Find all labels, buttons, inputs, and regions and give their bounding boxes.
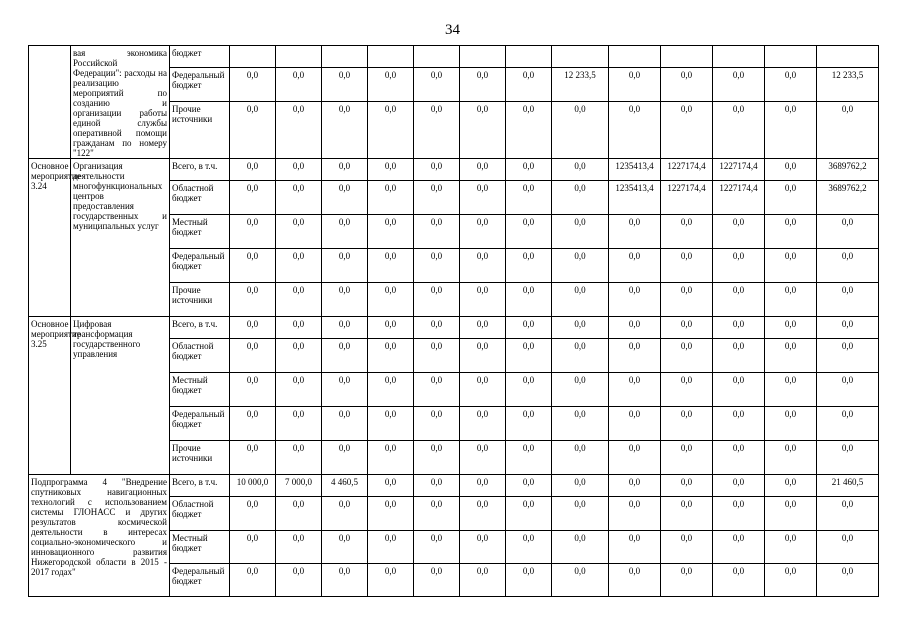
amount-cell: 0,0 <box>460 564 506 597</box>
amount-cell: 0,0 <box>765 497 817 531</box>
amount-cell: 0,0 <box>414 373 460 407</box>
amount-cell: 0,0 <box>817 102 879 159</box>
amount-cell: 1235413,4 <box>609 159 661 181</box>
amount-cell: 0,0 <box>322 181 368 215</box>
budget-table-body <box>29 46 879 597</box>
amount-cell: 0,0 <box>713 531 765 564</box>
measure-code: Основное мероприятие 3.25 <box>29 317 71 475</box>
amount-cell <box>765 46 817 68</box>
amount-cell: 0,0 <box>817 407 879 441</box>
amount-cell: 0,0 <box>817 497 879 531</box>
amount-cell: 0,0 <box>368 497 414 531</box>
amount-cell: 0,0 <box>414 441 460 475</box>
amount-cell: 0,0 <box>414 283 460 317</box>
amount-cell: 0,0 <box>552 373 609 407</box>
amount-cell: 0,0 <box>609 531 661 564</box>
funding-source: Федеральный бюджет <box>170 249 230 283</box>
amount-cell: 10 000,0 <box>230 475 276 497</box>
amount-cell: 0,0 <box>609 339 661 373</box>
amount-cell: 0,0 <box>552 564 609 597</box>
amount-cell: 0,0 <box>230 181 276 215</box>
amount-cell: 0,0 <box>661 67 713 102</box>
amount-cell: 0,0 <box>460 497 506 531</box>
subprogram-title: Подпрограмма 4 "Внедрение спутниковых навигационных технологий с использованием системы ГЛОНАСС и других результатов космической деятельности в интересах социально-экономического и инновационного развития Нижегородской области в 2015 - 2017 годах" <box>29 475 170 597</box>
amount-cell: 1227174,4 <box>713 181 765 215</box>
funding-source: Федеральный бюджет <box>170 407 230 441</box>
amount-cell: 0,0 <box>414 102 460 159</box>
amount-cell: 0,0 <box>661 531 713 564</box>
amount-cell: 0,0 <box>368 339 414 373</box>
measure-description: Цифровая трансформация государственного управления <box>71 317 170 475</box>
amount-cell: 0,0 <box>552 441 609 475</box>
amount-cell: 0,0 <box>230 531 276 564</box>
amount-cell: 0,0 <box>230 441 276 475</box>
amount-cell: 0,0 <box>609 497 661 531</box>
amount-cell: 0,0 <box>414 475 460 497</box>
amount-cell: 0,0 <box>817 339 879 373</box>
amount-cell: 0,0 <box>609 67 661 102</box>
amount-cell: 0,0 <box>276 317 322 339</box>
amount-cell: 0,0 <box>506 373 552 407</box>
amount-cell: 0,0 <box>506 531 552 564</box>
amount-cell: 0,0 <box>506 441 552 475</box>
amount-cell: 0,0 <box>368 564 414 597</box>
amount-cell: 0,0 <box>414 564 460 597</box>
amount-cell: 0,0 <box>276 159 322 181</box>
amount-cell: 0,0 <box>506 102 552 159</box>
amount-cell: 0,0 <box>368 441 414 475</box>
amount-cell: 0,0 <box>414 339 460 373</box>
amount-cell <box>506 46 552 68</box>
amount-cell: 0,0 <box>713 564 765 597</box>
amount-cell: 12 233,5 <box>817 67 879 102</box>
amount-cell: 0,0 <box>609 373 661 407</box>
amount-cell: 0,0 <box>230 317 276 339</box>
funding-source: бюджет <box>170 46 230 68</box>
amount-cell <box>276 46 322 68</box>
amount-cell: 0,0 <box>713 407 765 441</box>
amount-cell: 0,0 <box>230 159 276 181</box>
amount-cell: 0,0 <box>460 317 506 339</box>
budget-table <box>28 45 879 597</box>
funding-source: Федеральный бюджет <box>170 67 230 102</box>
amount-cell: 0,0 <box>765 339 817 373</box>
amount-cell: 0,0 <box>322 67 368 102</box>
amount-cell: 0,0 <box>552 475 609 497</box>
amount-cell: 0,0 <box>276 564 322 597</box>
amount-cell: 0,0 <box>661 373 713 407</box>
amount-cell: 0,0 <box>506 339 552 373</box>
page-number: 34 <box>445 22 460 38</box>
amount-cell <box>552 46 609 68</box>
amount-cell: 0,0 <box>322 159 368 181</box>
amount-cell: 0,0 <box>368 67 414 102</box>
amount-cell: 0,0 <box>506 283 552 317</box>
amount-cell: 0,0 <box>552 339 609 373</box>
amount-cell: 0,0 <box>713 283 765 317</box>
amount-cell: 1235413,4 <box>609 181 661 215</box>
amount-cell: 0,0 <box>661 475 713 497</box>
amount-cell: 0,0 <box>230 407 276 441</box>
amount-cell: 0,0 <box>230 339 276 373</box>
amount-cell: 0,0 <box>276 407 322 441</box>
amount-cell: 0,0 <box>765 102 817 159</box>
amount-cell: 0,0 <box>460 102 506 159</box>
amount-cell: 0,0 <box>713 339 765 373</box>
amount-cell: 0,0 <box>460 67 506 102</box>
measure-description: вая экономика Российской Федерации": расходы на реализацию мероприятий по созданию и организации работы единой службы оперативной помощи гражданам по номеру "122" <box>71 46 170 159</box>
amount-cell: 0,0 <box>368 475 414 497</box>
amount-cell: 0,0 <box>276 249 322 283</box>
amount-cell: 0,0 <box>414 67 460 102</box>
amount-cell: 0,0 <box>713 215 765 249</box>
amount-cell: 0,0 <box>817 564 879 597</box>
amount-cell: 0,0 <box>460 159 506 181</box>
amount-cell: 0,0 <box>713 249 765 283</box>
amount-cell <box>460 46 506 68</box>
measure-code <box>29 46 71 159</box>
funding-source: Местный бюджет <box>170 373 230 407</box>
amount-cell: 0,0 <box>460 181 506 215</box>
amount-cell: 0,0 <box>460 215 506 249</box>
funding-source: Федеральный бюджет <box>170 564 230 597</box>
amount-cell: 21 460,5 <box>817 475 879 497</box>
amount-cell: 0,0 <box>552 159 609 181</box>
amount-cell: 0,0 <box>230 215 276 249</box>
amount-cell: 0,0 <box>609 441 661 475</box>
amount-cell: 0,0 <box>460 531 506 564</box>
amount-cell: 0,0 <box>713 102 765 159</box>
amount-cell: 0,0 <box>276 102 322 159</box>
amount-cell: 0,0 <box>276 441 322 475</box>
amount-cell: 0,0 <box>230 249 276 283</box>
amount-cell: 0,0 <box>460 407 506 441</box>
amount-cell: 0,0 <box>661 283 713 317</box>
amount-cell: 0,0 <box>506 317 552 339</box>
amount-cell: 0,0 <box>765 373 817 407</box>
amount-cell: 0,0 <box>765 564 817 597</box>
amount-cell: 0,0 <box>817 373 879 407</box>
amount-cell: 0,0 <box>609 564 661 597</box>
amount-cell: 0,0 <box>276 531 322 564</box>
amount-cell <box>368 46 414 68</box>
amount-cell: 0,0 <box>368 159 414 181</box>
funding-source: Областной бюджет <box>170 339 230 373</box>
amount-cell: 0,0 <box>552 215 609 249</box>
amount-cell: 0,0 <box>368 215 414 249</box>
amount-cell: 0,0 <box>276 497 322 531</box>
amount-cell: 0,0 <box>322 497 368 531</box>
amount-cell: 3689762,2 <box>817 159 879 181</box>
amount-cell <box>817 46 879 68</box>
amount-cell: 0,0 <box>230 67 276 102</box>
amount-cell: 0,0 <box>765 159 817 181</box>
funding-source: Всего, в т.ч. <box>170 159 230 181</box>
amount-cell <box>230 46 276 68</box>
amount-cell <box>322 46 368 68</box>
amount-cell: 0,0 <box>506 181 552 215</box>
amount-cell: 0,0 <box>322 441 368 475</box>
amount-cell: 0,0 <box>765 475 817 497</box>
funding-source: Всего, в т.ч. <box>170 475 230 497</box>
amount-cell: 0,0 <box>817 441 879 475</box>
amount-cell: 0,0 <box>368 531 414 564</box>
funding-source: Областной бюджет <box>170 181 230 215</box>
amount-cell: 0,0 <box>506 564 552 597</box>
amount-cell <box>609 46 661 68</box>
amount-cell: 0,0 <box>817 215 879 249</box>
amount-cell: 0,0 <box>276 339 322 373</box>
amount-cell: 0,0 <box>661 407 713 441</box>
amount-cell: 12 233,5 <box>552 67 609 102</box>
amount-cell: 0,0 <box>765 531 817 564</box>
amount-cell: 0,0 <box>609 102 661 159</box>
amount-cell <box>713 46 765 68</box>
amount-cell: 0,0 <box>322 249 368 283</box>
funding-source: Прочие источники <box>170 102 230 159</box>
amount-cell: 0,0 <box>552 531 609 564</box>
amount-cell: 1227174,4 <box>713 159 765 181</box>
amount-cell: 0,0 <box>368 317 414 339</box>
amount-cell: 0,0 <box>765 181 817 215</box>
amount-cell: 0,0 <box>322 283 368 317</box>
amount-cell: 0,0 <box>817 249 879 283</box>
amount-cell: 0,0 <box>609 475 661 497</box>
amount-cell: 0,0 <box>817 317 879 339</box>
amount-cell: 0,0 <box>552 317 609 339</box>
amount-cell: 0,0 <box>765 283 817 317</box>
amount-cell: 0,0 <box>609 317 661 339</box>
measure-code: Основное мероприятие 3.24 <box>29 159 71 317</box>
amount-cell: 0,0 <box>322 373 368 407</box>
amount-cell: 0,0 <box>552 181 609 215</box>
amount-cell: 0,0 <box>460 373 506 407</box>
amount-cell: 0,0 <box>230 564 276 597</box>
amount-cell: 0,0 <box>765 317 817 339</box>
table-row <box>29 317 879 339</box>
amount-cell: 0,0 <box>713 67 765 102</box>
amount-cell: 0,0 <box>322 339 368 373</box>
amount-cell: 0,0 <box>414 181 460 215</box>
amount-cell: 0,0 <box>414 159 460 181</box>
amount-cell: 0,0 <box>661 317 713 339</box>
amount-cell: 0,0 <box>460 249 506 283</box>
amount-cell: 0,0 <box>368 373 414 407</box>
amount-cell: 0,0 <box>506 475 552 497</box>
amount-cell: 0,0 <box>506 159 552 181</box>
amount-cell: 0,0 <box>322 102 368 159</box>
amount-cell: 0,0 <box>414 531 460 564</box>
amount-cell: 0,0 <box>460 339 506 373</box>
amount-cell: 0,0 <box>414 497 460 531</box>
amount-cell: 0,0 <box>276 215 322 249</box>
amount-cell: 7 000,0 <box>276 475 322 497</box>
amount-cell: 3689762,2 <box>817 181 879 215</box>
amount-cell: 0,0 <box>713 475 765 497</box>
amount-cell: 0,0 <box>661 441 713 475</box>
amount-cell: 0,0 <box>506 215 552 249</box>
amount-cell: 0,0 <box>368 181 414 215</box>
amount-cell: 0,0 <box>765 67 817 102</box>
amount-cell: 0,0 <box>552 283 609 317</box>
amount-cell: 0,0 <box>368 407 414 441</box>
amount-cell: 0,0 <box>506 67 552 102</box>
funding-source: Всего, в т.ч. <box>170 317 230 339</box>
amount-cell: 0,0 <box>552 497 609 531</box>
amount-cell: 0,0 <box>609 215 661 249</box>
amount-cell: 0,0 <box>322 407 368 441</box>
amount-cell: 0,0 <box>276 373 322 407</box>
amount-cell: 0,0 <box>276 67 322 102</box>
amount-cell: 0,0 <box>765 407 817 441</box>
amount-cell: 0,0 <box>661 339 713 373</box>
amount-cell: 0,0 <box>230 373 276 407</box>
amount-cell: 0,0 <box>414 215 460 249</box>
amount-cell: 0,0 <box>322 531 368 564</box>
amount-cell: 0,0 <box>713 497 765 531</box>
funding-source: Местный бюджет <box>170 531 230 564</box>
amount-cell: 0,0 <box>368 249 414 283</box>
amount-cell: 0,0 <box>460 441 506 475</box>
amount-cell: 0,0 <box>552 102 609 159</box>
funding-source: Местный бюджет <box>170 215 230 249</box>
amount-cell: 0,0 <box>368 283 414 317</box>
amount-cell: 0,0 <box>713 317 765 339</box>
amount-cell: 1227174,4 <box>661 159 713 181</box>
amount-cell: 0,0 <box>230 102 276 159</box>
amount-cell: 0,0 <box>552 249 609 283</box>
table-row <box>29 475 879 497</box>
amount-cell: 4 460,5 <box>322 475 368 497</box>
amount-cell: 0,0 <box>230 283 276 317</box>
funding-source: Областной бюджет <box>170 497 230 531</box>
amount-cell: 0,0 <box>460 475 506 497</box>
amount-cell: 0,0 <box>506 407 552 441</box>
amount-cell <box>661 46 713 68</box>
amount-cell: 0,0 <box>661 215 713 249</box>
amount-cell: 0,0 <box>765 441 817 475</box>
measure-description: Организация деятельности многофункциональных центров предоставления государственных и муниципальных услуг <box>71 159 170 317</box>
amount-cell: 0,0 <box>609 407 661 441</box>
amount-cell: 1227174,4 <box>661 181 713 215</box>
amount-cell: 0,0 <box>414 407 460 441</box>
amount-cell: 0,0 <box>661 497 713 531</box>
table-row <box>29 46 879 68</box>
table-row <box>29 159 879 181</box>
amount-cell: 0,0 <box>276 283 322 317</box>
amount-cell: 0,0 <box>765 249 817 283</box>
amount-cell: 0,0 <box>661 564 713 597</box>
amount-cell: 0,0 <box>765 215 817 249</box>
amount-cell: 0,0 <box>609 283 661 317</box>
amount-cell: 0,0 <box>414 317 460 339</box>
amount-cell: 0,0 <box>414 249 460 283</box>
amount-cell: 0,0 <box>713 373 765 407</box>
amount-cell: 0,0 <box>506 249 552 283</box>
amount-cell: 0,0 <box>661 249 713 283</box>
amount-cell: 0,0 <box>817 283 879 317</box>
amount-cell: 0,0 <box>322 564 368 597</box>
amount-cell: 0,0 <box>713 441 765 475</box>
amount-cell: 0,0 <box>276 181 322 215</box>
amount-cell: 0,0 <box>322 317 368 339</box>
funding-source: Прочие источники <box>170 441 230 475</box>
amount-cell: 0,0 <box>609 249 661 283</box>
amount-cell: 0,0 <box>230 497 276 531</box>
amount-cell: 0,0 <box>506 497 552 531</box>
amount-cell: 0,0 <box>817 531 879 564</box>
amount-cell <box>414 46 460 68</box>
amount-cell: 0,0 <box>368 102 414 159</box>
amount-cell: 0,0 <box>322 215 368 249</box>
amount-cell: 0,0 <box>552 407 609 441</box>
amount-cell: 0,0 <box>661 102 713 159</box>
amount-cell: 0,0 <box>460 283 506 317</box>
funding-source: Прочие источники <box>170 283 230 317</box>
